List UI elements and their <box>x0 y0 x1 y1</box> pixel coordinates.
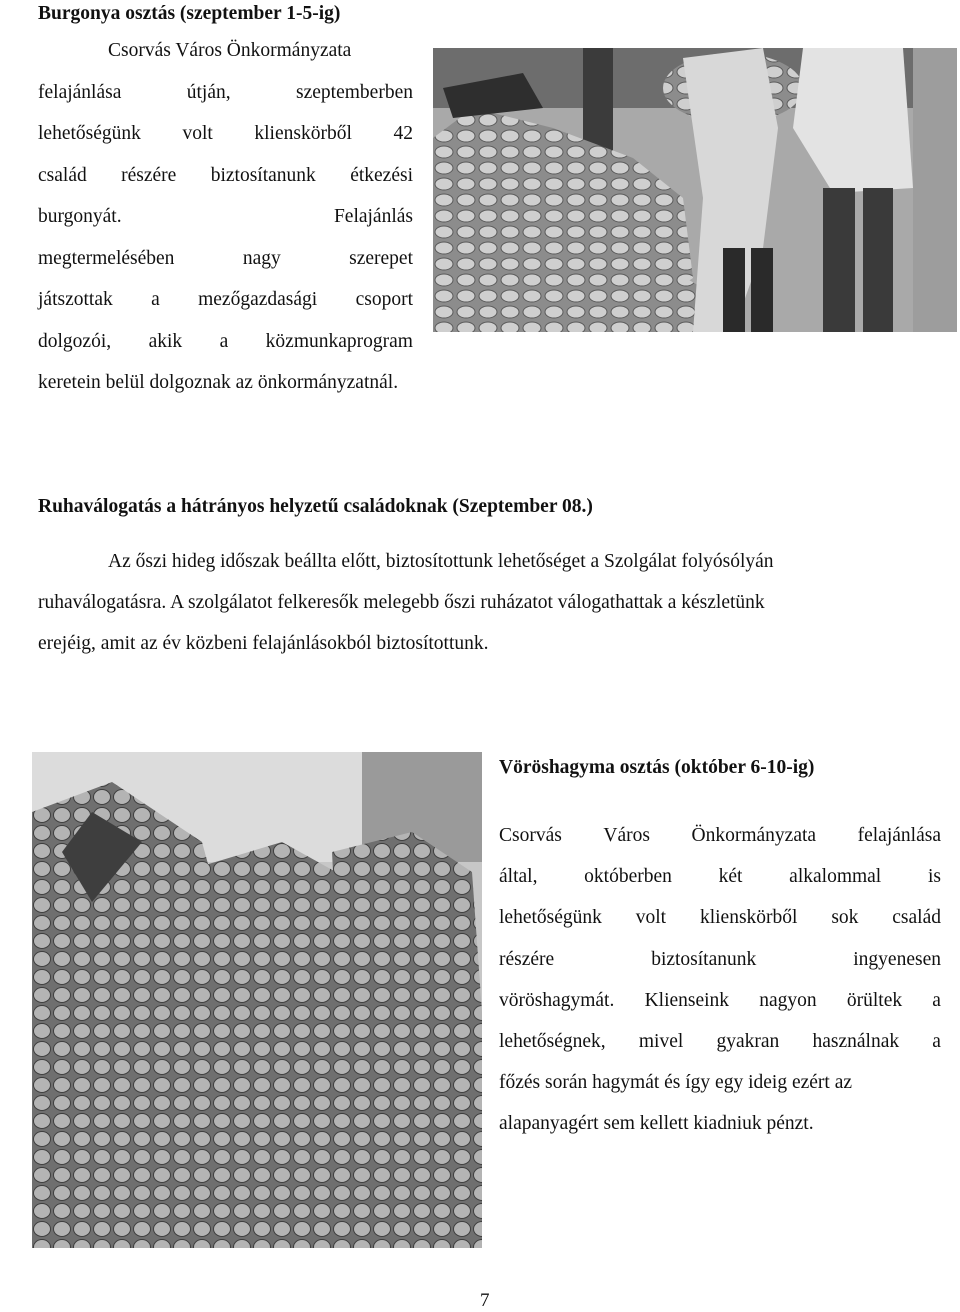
section1-line-5 <box>38 207 413 227</box>
word: klienskörből <box>699 907 798 929</box>
word: család <box>38 164 87 186</box>
word: akik <box>148 330 183 352</box>
word: játszottak <box>38 289 113 310</box>
section1-line-8 <box>38 332 413 352</box>
section3-line-2 <box>499 867 941 887</box>
word: csoport <box>355 289 413 310</box>
word: biztosítanunk <box>651 948 757 970</box>
section-title-potato: Burgonya osztás (szeptember 1-5-ig) <box>38 3 341 24</box>
section1-line-7 <box>38 290 413 310</box>
word: alapanyagért sem kellett kiadniuk pénzt. <box>499 1113 814 1135</box>
word: nagy <box>242 247 281 269</box>
word: keretein belül dolgoznak az önkormányzatnál. <box>38 372 399 393</box>
word: útján, <box>186 81 231 103</box>
word: burgonyát. <box>38 206 122 227</box>
word: biztosítanunk <box>210 164 316 186</box>
word: két <box>718 866 743 888</box>
section-title-onion: Vöröshagyma osztás (október 6-10-ig) <box>499 757 815 778</box>
word: a <box>151 289 160 310</box>
word: mivel <box>638 1031 684 1052</box>
word: szeptemberben <box>296 81 413 103</box>
word: lehetőségünk <box>499 907 602 929</box>
section1-line-9 <box>38 373 413 393</box>
section-title-clothing: Ruhaválogatás a hátrányos helyzetű családoknak (Szeptember 08.) <box>38 496 593 517</box>
word: 42 <box>393 123 413 144</box>
section3-line-3 <box>499 908 941 928</box>
clothing-paragraph-line-1: Az őszi hideg időszak beállta előtt, biztosítottunk lehetőséget a Szolgálat folyósólyán <box>108 551 774 572</box>
word: megtermelésében <box>38 247 175 269</box>
page-number: 7 <box>480 1290 490 1311</box>
word: használnak <box>812 1031 900 1052</box>
word: volt <box>182 123 213 144</box>
word: is <box>927 866 941 888</box>
word: októberben <box>584 866 672 888</box>
clothing-paragraph-line-2: ruhaválogatásra. A szolgálatot felkeresők melegebb őszi ruházatot válogathattak a készletünk <box>38 592 765 613</box>
section1-line-3 <box>38 124 413 144</box>
word: étkezési <box>350 164 413 186</box>
word: örültek <box>846 989 903 1011</box>
clothing-paragraph-line-3: erejéig, amit az év közbeni felajánlásokból biztosítottunk. <box>38 633 489 654</box>
onion-sacks-photo <box>32 752 482 1248</box>
word: lehetőségnek, <box>499 1031 606 1052</box>
word: felajánlása <box>38 81 122 103</box>
word: klienskörből <box>254 123 352 144</box>
word: részére <box>499 948 555 970</box>
word: részére <box>121 164 177 186</box>
word: Csorvás <box>499 825 562 846</box>
section3-line-7 <box>499 1073 941 1093</box>
section1-line-2 <box>38 83 413 103</box>
word: a <box>932 989 941 1011</box>
word: szerepet <box>349 247 413 269</box>
word: Felajánlás <box>333 206 413 227</box>
word: alkalommal <box>789 866 882 888</box>
word: gyakran <box>716 1031 780 1052</box>
section3-line-5 <box>499 991 941 1011</box>
word: Csorvás Város Önkormányzata <box>108 40 352 61</box>
word: család <box>892 907 941 929</box>
section3-line-1 <box>499 826 941 846</box>
section3-line-4 <box>499 950 941 970</box>
word: lehetőségünk <box>38 123 141 144</box>
section1-line-1 <box>38 41 413 61</box>
word: főzés során hagymát és így egy ideig ezért az <box>499 1072 853 1094</box>
word: volt <box>635 907 667 929</box>
word: közmunkaprogram <box>265 330 413 352</box>
word: felajánlása <box>857 825 941 846</box>
word: nagyon <box>759 989 817 1011</box>
section3-line-8 <box>499 1114 941 1134</box>
word: sok <box>831 907 859 929</box>
word: által, <box>499 866 538 888</box>
word: vöröshagymát. <box>499 989 615 1011</box>
word: ingyenesen <box>853 948 941 970</box>
word: mezőgazdasági <box>198 289 318 310</box>
word: a <box>932 1031 941 1052</box>
word: Város <box>603 825 650 846</box>
word: Klienseink <box>644 989 730 1011</box>
section1-line-4 <box>38 166 413 186</box>
word: a <box>219 330 229 352</box>
potato-distribution-photo <box>433 48 957 332</box>
section1-line-6 <box>38 249 413 269</box>
word: Önkormányzata <box>691 825 817 846</box>
word: dolgozói, <box>38 330 112 352</box>
section3-line-6 <box>499 1032 941 1052</box>
